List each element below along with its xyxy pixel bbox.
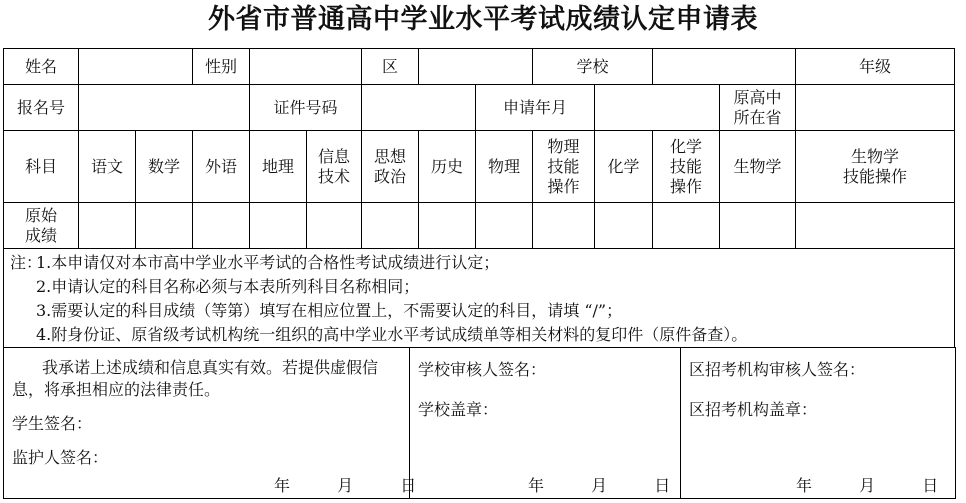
notes-cell [4, 249, 955, 348]
note-text: 1.本申请仅对本市高中学业水平考试的合格性考试成绩进行认定； [36, 253, 500, 272]
gender-field[interactable] [250, 49, 362, 85]
subject-cell [362, 131, 419, 203]
date-month: 月 [337, 476, 354, 495]
orig-school-label-line: 所在省 [733, 107, 782, 127]
signature-section [3, 347, 956, 499]
student-date[interactable] [274, 473, 416, 496]
school-date[interactable] [528, 473, 670, 496]
date-month: 月 [859, 476, 876, 495]
student-signature-field[interactable]: 学生签名： [12, 414, 93, 433]
grade-label: 年级 [796, 49, 955, 85]
score-input-cell[interactable] [595, 203, 653, 249]
subject-cell [533, 131, 595, 203]
orig-school-label [720, 85, 796, 131]
subject-cell [419, 131, 476, 203]
district-reviewer-signature-field[interactable]: 区招考机构审核人签名： [689, 360, 866, 379]
school-review-panel [410, 347, 681, 498]
score-input-cell[interactable] [307, 203, 362, 249]
note-text: 3.需要认定的科目成绩（等第）填写在相应位置上，不需要认定的科目，请填 “/”； [36, 301, 623, 320]
subject-name: 物理 [547, 136, 580, 156]
subject-name: 历史 [430, 156, 463, 176]
score-input-cell[interactable] [136, 203, 193, 249]
score-input-cell[interactable] [653, 203, 720, 249]
note-item [10, 251, 954, 275]
name-label: 姓名 [4, 49, 79, 85]
guardian-signature-field[interactable]: 监护人签名： [12, 448, 109, 467]
subject-name: 生物学 [850, 146, 899, 166]
subject-name: 语文 [90, 156, 123, 176]
orig-school-field[interactable] [796, 85, 955, 131]
apply-month-label: 申请年月 [476, 85, 595, 131]
subject-name: 生物学 [733, 156, 782, 176]
application-form-table [3, 48, 955, 348]
form-row-basic-info [4, 49, 955, 85]
date-day: 日 [654, 476, 671, 495]
original-score-label-line: 原始 [24, 205, 57, 225]
page-title: 外省市普通高中学业水平考试成绩认定申请表 [208, 4, 758, 35]
subject-cell [250, 131, 307, 203]
student-signature-panel [4, 347, 417, 498]
score-input-cell[interactable] [796, 203, 955, 249]
name-field[interactable] [79, 49, 193, 85]
date-year: 年 [796, 476, 813, 495]
school-field[interactable] [653, 49, 796, 85]
note-text: 4.附身份证、原省级考试机构统一组织的高中学业水平考试成绩单等相关材料的复印件（原件备查）。 [36, 325, 748, 344]
original-score-row [4, 203, 955, 249]
subject-name: 操作 [669, 176, 702, 196]
subject-name: 技能操作 [842, 166, 907, 186]
score-input-cell[interactable] [193, 203, 250, 249]
subject-cell [476, 131, 533, 203]
subject-name: 化学 [607, 156, 640, 176]
subject-name: 信息 [317, 146, 350, 166]
orig-school-label-line: 原高中 [733, 87, 782, 107]
note-text: 2.申请认定的科目名称必须与本表所列科目名称相同； [36, 277, 420, 296]
subject-name: 外语 [204, 156, 237, 176]
id-no-field[interactable] [362, 85, 476, 131]
reg-no-label: 报名号 [4, 85, 79, 131]
subject-name: 化学 [669, 136, 702, 156]
subject-cell [720, 131, 796, 203]
note-item [10, 275, 954, 299]
subject-cell [193, 131, 250, 203]
score-input-cell[interactable] [720, 203, 796, 249]
pledge-text: 我承诺上述成绩和信息真实有效。若提供虚假信息，将承担相应的法律责任。 [12, 358, 379, 399]
original-score-label-line: 成绩 [24, 225, 57, 245]
score-input-cell[interactable] [419, 203, 476, 249]
subject-name: 物理 [487, 156, 520, 176]
subject-name: 操作 [547, 176, 580, 196]
subject-cell [136, 131, 193, 203]
score-input-cell[interactable] [476, 203, 533, 249]
date-day: 日 [922, 476, 939, 495]
score-input-cell[interactable] [250, 203, 307, 249]
subject-cell [595, 131, 653, 203]
subject-header-row [4, 131, 955, 203]
form-row-registration [4, 85, 955, 131]
gender-label: 性别 [193, 49, 250, 85]
date-year: 年 [528, 476, 545, 495]
district-label: 区 [362, 49, 419, 85]
note-item [10, 299, 954, 323]
district-seal-field[interactable]: 区招考机构盖章： [689, 400, 818, 419]
note-item [10, 323, 954, 347]
subject-name: 地理 [261, 156, 294, 176]
district-field[interactable] [419, 49, 533, 85]
date-day: 日 [400, 476, 417, 495]
notes-row [4, 249, 955, 348]
district-review-panel [681, 347, 957, 498]
school-label: 学校 [533, 49, 653, 85]
subject-cell [796, 131, 955, 203]
district-date[interactable] [796, 473, 938, 496]
subject-header-label: 科目 [4, 131, 79, 203]
subject-name: 政治 [373, 166, 406, 186]
original-score-label [4, 203, 79, 249]
subject-cell [307, 131, 362, 203]
subject-name: 思想 [373, 146, 406, 166]
score-input-cell[interactable] [79, 203, 136, 249]
score-input-cell[interactable] [362, 203, 419, 249]
date-month: 月 [591, 476, 608, 495]
apply-month-field[interactable] [595, 85, 720, 131]
date-year: 年 [274, 476, 291, 495]
school-reviewer-signature-field[interactable]: 学校审核人签名： [418, 360, 547, 379]
subject-cell [653, 131, 720, 203]
subject-name: 技能 [547, 156, 580, 176]
subject-cell [79, 131, 136, 203]
reg-no-field[interactable] [79, 85, 250, 131]
id-no-label: 证件号码 [250, 85, 362, 131]
score-input-cell[interactable] [533, 203, 595, 249]
school-seal-field[interactable]: 学校盖章： [418, 400, 499, 419]
subject-name: 技能 [669, 156, 702, 176]
subject-name: 技术 [317, 166, 350, 186]
subject-name: 数学 [147, 156, 180, 176]
notes-prefix: 注： [10, 253, 43, 272]
